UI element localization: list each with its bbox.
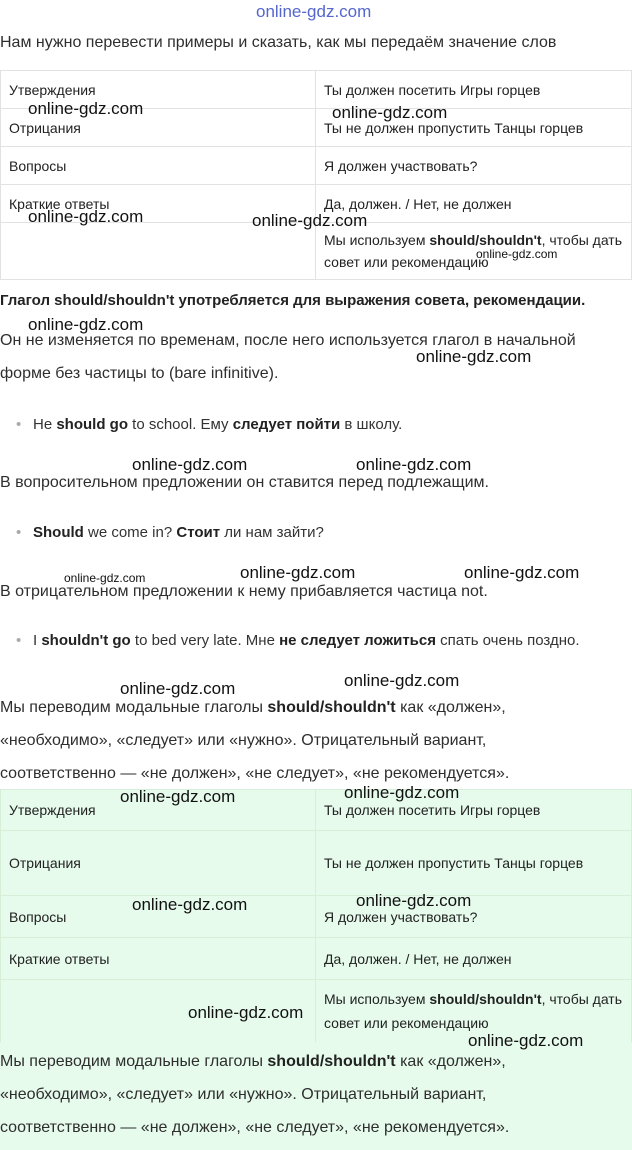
watermark: online-gdz.com — [132, 455, 248, 474]
intro-text: Нам нужно перевести примеры и сказать, как мы передаём значение слов — [0, 34, 557, 51]
table-cell: Ты не должен пропустить Танцы горцев — [316, 109, 632, 147]
rule-heading: Глагол should/shouldn't употребляется для выражения совета, рекомендации. — [0, 292, 586, 309]
table-row — [1, 147, 632, 185]
table-cell: Я должен участвовать? — [316, 896, 632, 938]
cell-text: , чтобы дать совет или рекомендацию — [324, 232, 623, 270]
watermark: online-gdz.com — [356, 891, 472, 910]
watermark: online-gdz.com — [356, 455, 472, 474]
table-cell: Вопросы — [1, 896, 316, 938]
cell-bold: should/shouldn't — [429, 232, 542, 248]
watermark: online-gdz.com — [344, 671, 460, 690]
table-cell: Утверждения — [1, 790, 316, 831]
table-cell — [316, 223, 632, 280]
table-cell: Краткие ответы — [1, 185, 316, 223]
table-cell: Отрицания — [1, 831, 316, 896]
bullet-icon: • — [16, 524, 22, 541]
table-cell — [1, 223, 316, 280]
watermark: online-gdz.com — [468, 1031, 584, 1050]
question-text: В вопросительном предложении он ставится перед подлежащим. — [0, 474, 489, 491]
top-watermark: online-gdz.com — [256, 2, 372, 21]
table-cell: Вопросы — [1, 147, 316, 185]
summary-text: Мы переводим модальные глаголы should/shouldn't как «должен», «необходимо», «следует» или «нужно». Отрицательный вариант, соответственно — «не должен», «не следует», «не рекомендуется». — [0, 699, 510, 782]
watermark: online-gdz.com — [464, 563, 580, 582]
table-cell: Ты не должен пропустить Танцы горцев — [316, 831, 632, 896]
table-row — [1, 938, 632, 980]
list-item: • Should we come in? Стоит ли нам зайти? — [16, 516, 616, 549]
watermark: online-gdz.com — [132, 895, 248, 914]
watermark: online-gdz.com — [344, 783, 460, 802]
cell-text: Мы используем — [324, 232, 430, 248]
watermark: online-gdz.com — [64, 571, 146, 585]
watermark: online-gdz.com — [120, 679, 236, 698]
list-item: • He should go to school. Ему следует пойти в школу. — [16, 408, 616, 441]
watermark: online-gdz.com — [240, 563, 356, 582]
cell-text: , чтобы дать совет или рекомендацию — [324, 991, 623, 1031]
examples-table-2 — [0, 789, 632, 1043]
table-cell: Краткие ответы — [1, 938, 316, 980]
table-cell: Отрицания — [1, 109, 316, 147]
watermark: online-gdz.com — [416, 347, 532, 366]
rule-text: Он не изменяется по временам, после него используется глагол в начальной форме без частицы to (bare infinitive). — [0, 332, 576, 382]
table-cell: Я должен участвовать? — [316, 147, 632, 185]
bullet-icon: • — [16, 416, 22, 433]
watermark: online-gdz.com — [28, 315, 144, 334]
watermark: online-gdz.com — [252, 211, 368, 230]
negative-text: В отрицательном предложении к нему прибавляется частица not. — [0, 583, 488, 600]
cell-bold: should/shouldn't — [429, 991, 542, 1007]
table-row — [1, 831, 632, 896]
table-row — [1, 896, 632, 938]
cell-text: Мы используем — [324, 991, 430, 1007]
watermark: online-gdz.com — [28, 99, 144, 118]
bullet-icon: • — [16, 632, 22, 649]
table-row — [1, 790, 632, 831]
table-cell: Ты должен посетить Игры горцев — [316, 71, 632, 109]
table-cell: Ты должен посетить Игры горцев — [316, 790, 632, 831]
summary-text-2: Мы переводим модальные глаголы should/shouldn't как «должен», «необходимо», «следует» или «нужно». Отрицательный вариант, соответственно — «не должен», «не следует», «не рекомендуется». — [0, 1053, 510, 1136]
watermark: online-gdz.com — [28, 207, 144, 226]
table-cell: Да, должен. / Нет, не должен — [316, 938, 632, 980]
table-cell: Утверждения — [1, 71, 316, 109]
table-cell: Да, должен. / Нет, не должен — [316, 185, 632, 223]
watermark: online-gdz.com — [120, 787, 236, 806]
watermark: online-gdz.com — [476, 247, 558, 261]
list-item: • I shouldn't go to bed very late. Мне не следует ложиться спать очень поздно. — [16, 624, 596, 657]
watermark: online-gdz.com — [188, 1003, 304, 1022]
watermark: online-gdz.com — [332, 103, 448, 122]
